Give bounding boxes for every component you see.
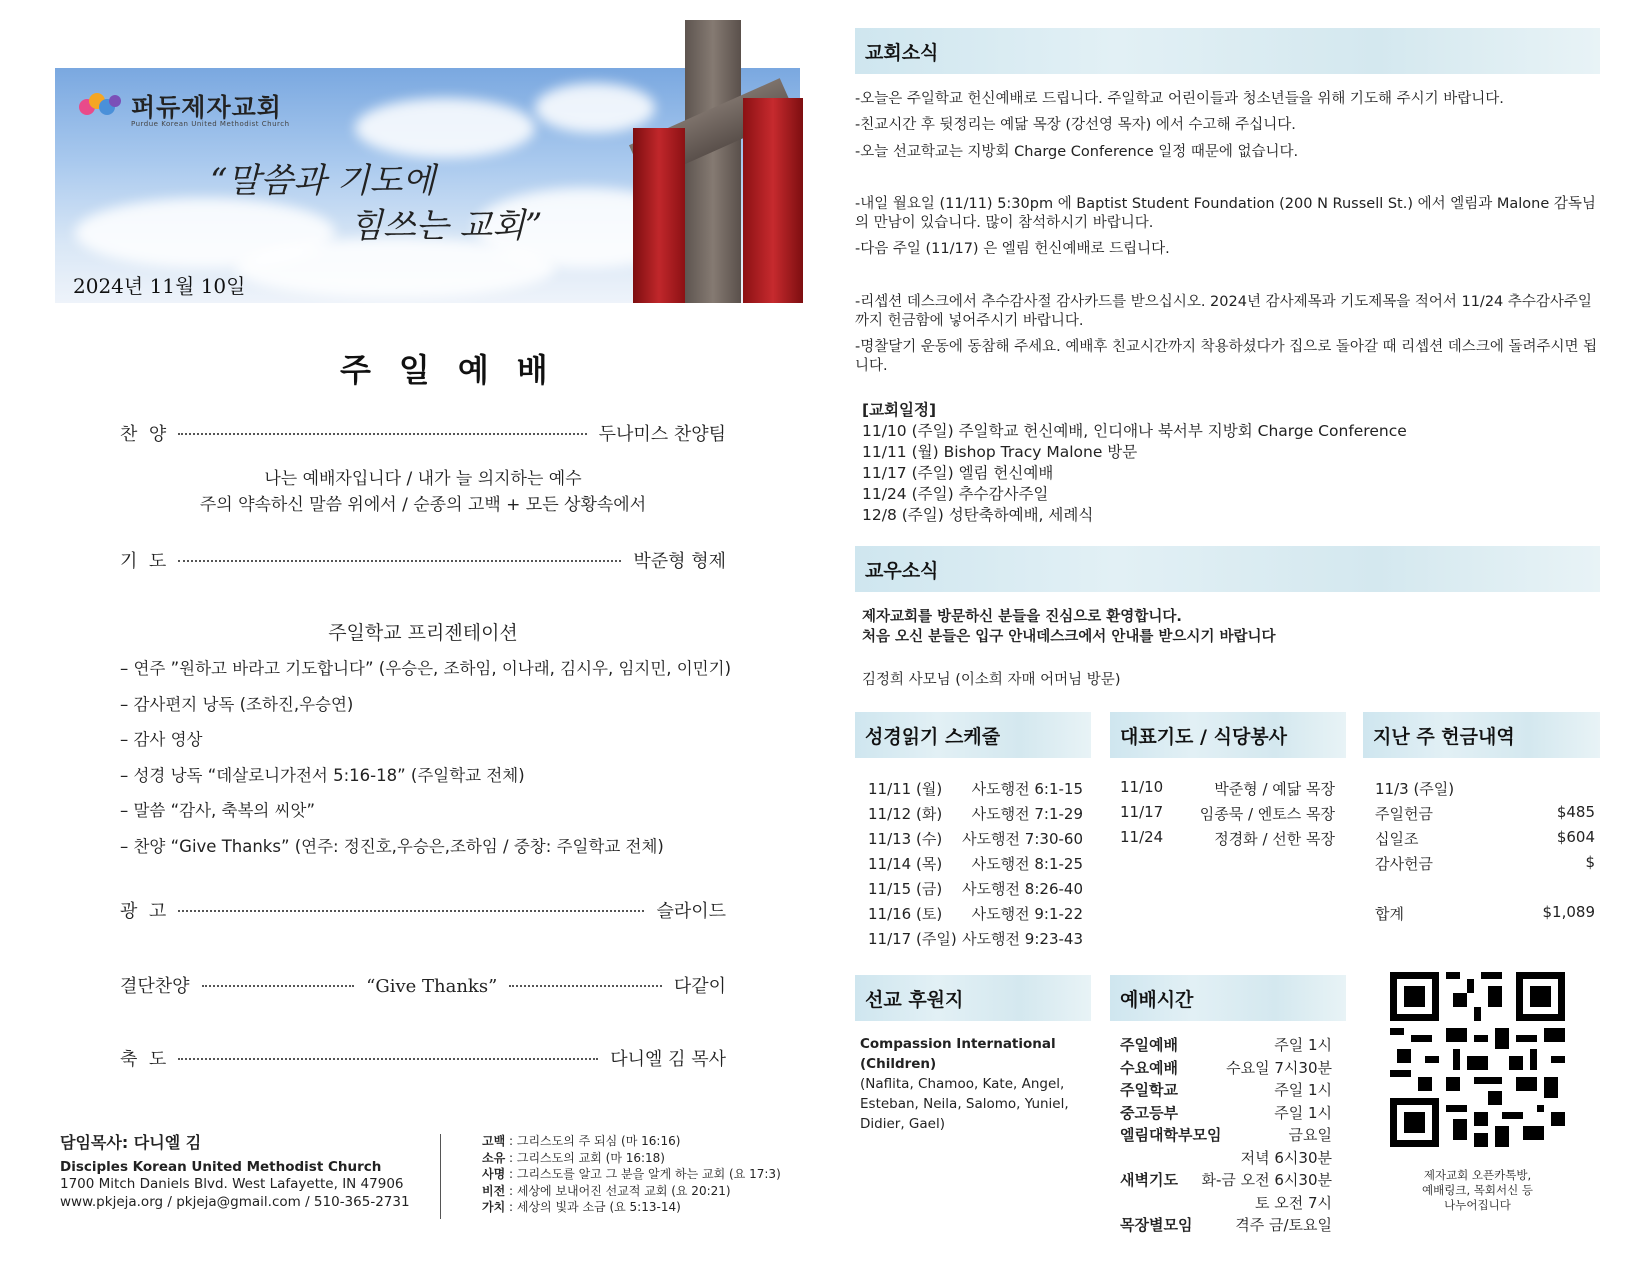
mission-org: Compassion International (Children) [860,1036,1056,1072]
table-row: 11/15 (금) 사도행전 8:26-40 [868,880,1083,898]
footer-divider [440,1134,441,1219]
presentation-list [120,655,760,868]
table-row: 11/24 정경화 / 선한 목장 [1120,828,1335,848]
schedule-item: 11/24 (주일) 추수감사주일 [862,485,1049,503]
qr-code[interactable] [1390,972,1565,1147]
caption-line: 예배링크, 목회서신 등 [1422,1183,1533,1197]
dot-leader [509,985,662,987]
table-row: 저녁 6시30분 [1240,1148,1332,1167]
dot-leader [178,433,586,435]
order-praise [120,420,726,446]
order-value: 다니엘 김 목사 [610,1049,726,1070]
order-closing-hymn [120,972,726,998]
hymn-line: 주의 약속하신 말씀 위에서 / 순종의 고백 + 모든 상황속에서 [199,495,647,515]
news-item: -리셉션 데스크에서 추수감사절 감사카드를 받으십시오. 2024년 감사제목과 기도제목을 적어서 11/24 추수감사주일까지 헌금함에 넣어주시기 바랍니다. [855,294,1592,329]
table-row: 엘림대학부모임 금요일 [1120,1126,1332,1144]
dot-leader [202,985,355,987]
news-item: -다음 주일 (11/17) 은 엘림 헌신예배로 드립니다. [855,241,1170,257]
church-name: 퍼듀제자교회 [131,93,282,122]
vision-line: 가치 : 세상의 빛과 소금 (요 5:13-14) [482,1200,681,1215]
list-item: – 감사 영상 [120,730,203,749]
order-value: 두나미스 찬양팀 [598,424,726,445]
offering-total: 합계 $1,089 [1375,903,1595,923]
welcome-line: 처음 오신 분들은 입구 안내데스크에서 안내를 받으시기 바랍니다 [862,629,1276,645]
church-logo [79,88,282,124]
order-benediction [120,1045,726,1071]
order-announcements [120,897,726,923]
section-header-bible: 성경읽기 스케줄 [855,712,1091,758]
dot-leader [178,560,621,562]
church-name-english: Purdue Korean United Methodist Church [131,120,290,128]
table-row: 주일헌금 $485 [1375,803,1595,823]
news-item: -오늘 선교학교는 지방회 Charge Conference 일정 때문에 없습니다. [855,144,1299,160]
church-vision [482,1133,781,1216]
table-row: 11/12 (화) 사도행전 7:1-29 [868,805,1083,823]
hymn-list [120,466,726,518]
table-row: 11/16 (토) 사도행전 9:1-22 [868,905,1083,923]
service-title: 주일예배 [340,351,576,389]
bulletin-date: 2024년 11월 10일 [73,274,246,298]
caption-line: 제자교회 오픈카톡방, [1423,1168,1532,1182]
order-label: 찬 양 [120,424,167,445]
people-logo-icon [79,93,123,119]
bible-reading-table [868,778,1083,953]
schedule-title: [교회일정] [862,401,937,419]
table-row: 11/17 (주일) 사도행전 9:23-43 [868,930,1083,948]
church-info [60,1130,410,1211]
table-row: 중고등부 주일 1시 [1120,1103,1332,1122]
section-header-mission: 선교 후원지 [855,975,1091,1021]
order-value: 슬라이드 [656,901,726,922]
offering-table [1375,778,1595,928]
section-header-duty: 대표기도 / 식당봉사 [1110,712,1346,758]
vision-line: 고백 : 그리스도의 주 되심 (마 16:16) [482,1134,681,1148]
church-name-en: Disciples Korean United Methodist Church [60,1159,382,1175]
section-header-news: 교회소식 [855,28,1600,74]
table-row: 11/14 (목) 사도행전 8:1-25 [868,855,1083,873]
caption-line: 나누어집니다 [1444,1198,1511,1212]
worship-times [1120,1034,1332,1237]
duty-table [1120,778,1335,853]
table-row: 주일학교 주일 1시 [1120,1081,1332,1099]
dot-leader [178,1058,598,1060]
list-item: – 찬양 “Give Thanks” (연주: 정진호,우승은,조하임 / 중창: 주일학교 전체) [120,836,664,856]
church-address: 1700 Mitch Daniels Blvd. West Lafayette, IN 47906 [60,1176,404,1192]
table-row: 11/13 (수) 사도행전 7:30-60 [868,830,1083,848]
news-item: -내일 월요일 (11/11) 5:30pm 에 Baptist Student Foundation (200 N Russell St.) 에서 엘림과 Malone 감독님의 만남이 있습니다. 많이 참석하시기 바랍니다. [855,196,1596,231]
table-row: 주일예배 주일 1시 [1120,1036,1332,1054]
table-row: 감사헌금 $ [1375,853,1595,873]
church-contact: www.pkjeja.org / pkjeja@gmail.com / 510-365-2731 [60,1194,410,1210]
hymn-line: 나는 예배자입니다 / 내가 늘 의지하는 예수 [264,469,582,489]
section-header-members: 교우소식 [855,546,1600,592]
order-prayer [120,547,726,573]
schedule-item: 11/10 (주일) 주일학교 헌신예배, 인디애나 북서부 지방회 Charge Conference [862,422,1407,440]
offering-date: 11/3 (주일) [1375,780,1455,798]
section-header-offering: 지난 주 헌금내역 [1363,712,1600,758]
mission-support [860,1034,1080,1134]
table-row: 11/11 (월) 사도행전 6:1-15 [868,780,1083,798]
list-item: – 말씀 “감사, 축복의 씨앗” [120,801,316,820]
schedule-item: 12/8 (주일) 성탄축하예배, 세례식 [862,506,1094,524]
mission-children: (Naflita, Chamoo, Kate, Angel, Esteban, Neila, Salomo, Yuniel, Didier, Gael) [860,1076,1069,1132]
table-row: 수요예배 수요일 7시30분 [1120,1058,1332,1077]
order-label: 축 도 [120,1049,167,1070]
welcome-line: 제자교회를 방문하신 분들을 진심으로 환영합니다. [862,609,1182,625]
order-value: 다같이 [673,976,727,997]
motto-line-1: “말씀과 기도에 [210,161,436,201]
pastor-name: 담임목사: 다니엘 김 [60,1133,202,1152]
qr-caption [1380,1168,1575,1213]
motto-line-2: 힘쓰는 교회” [350,206,543,246]
church-schedule [862,400,1407,526]
table-row: 새벽기도 화-금 오전 6시30분 [1120,1171,1332,1189]
order-label: 광 고 [120,901,167,922]
table-row: 목장별모임 격주 금/토요일 [1120,1216,1332,1234]
dot-leader [178,910,644,912]
list-item: – 연주 ”원하고 바라고 기도합니다” (우승은, 조하임, 이나래, 김시우, 임지민, 이민기) [120,659,732,678]
member-visit-note: 김정희 사모님 (이소희 자매 어머님 방문) [862,672,1121,688]
news-item: -친교시간 후 뒷정리는 예닮 목장 (강선영 목자) 에서 수고해 주십니다. [855,117,1296,133]
table-row: 십일조 $604 [1375,828,1595,848]
vision-line: 소유 : 그리스도의 교회 (마 16:18) [482,1150,665,1165]
schedule-item: 11/17 (주일) 엘림 헌신예배 [862,464,1054,482]
order-hymn-title: “Give Thanks” [366,976,498,997]
section-header-times: 예배시간 [1110,975,1346,1021]
table-row: 토 오전 7시 [1254,1193,1332,1212]
welcome-message [862,607,1276,647]
presentation-title: 주일학교 프리젠테이션 [328,622,518,644]
order-value: 박준형 형제 [633,551,726,572]
table-row: 11/17 임종묵 / 엔토스 목장 [1120,803,1335,823]
news-item: -명찰달기 운동에 동참해 주세요. 예배후 친교시간까지 착용하셨다가 집으로 돌아갈 때 리셉션 데스크에 돌려주시면 됩니다. [855,339,1598,374]
vision-line: 사명 : 그리스도를 알고 그 분을 알게 하는 교회 (요 17:3) [482,1167,781,1182]
news-item: -오늘은 주일학교 헌신예배로 드립니다. 주일학교 어린이들과 청소년들을 위해 기도해 주시기 바랍니다. [855,91,1504,107]
header-banner [55,68,800,303]
spacer [1375,878,1595,903]
list-item: – 성경 낭독 “데살로니가전서 5:16-18” (주일학교 전체) [120,765,525,785]
table-row: 11/10 박준형 / 예닮 목장 [1120,778,1335,798]
order-label: 기 도 [120,551,167,572]
schedule-item: 11/11 (월) Bishop Tracy Malone 방문 [862,443,1138,461]
list-item: – 감사편지 낭독 (조하진,우승연) [120,694,354,714]
order-label: 결단찬양 [120,976,190,997]
vision-line: 비전 : 세상에 보내어진 선교적 교회 (요 20:21) [482,1183,731,1198]
